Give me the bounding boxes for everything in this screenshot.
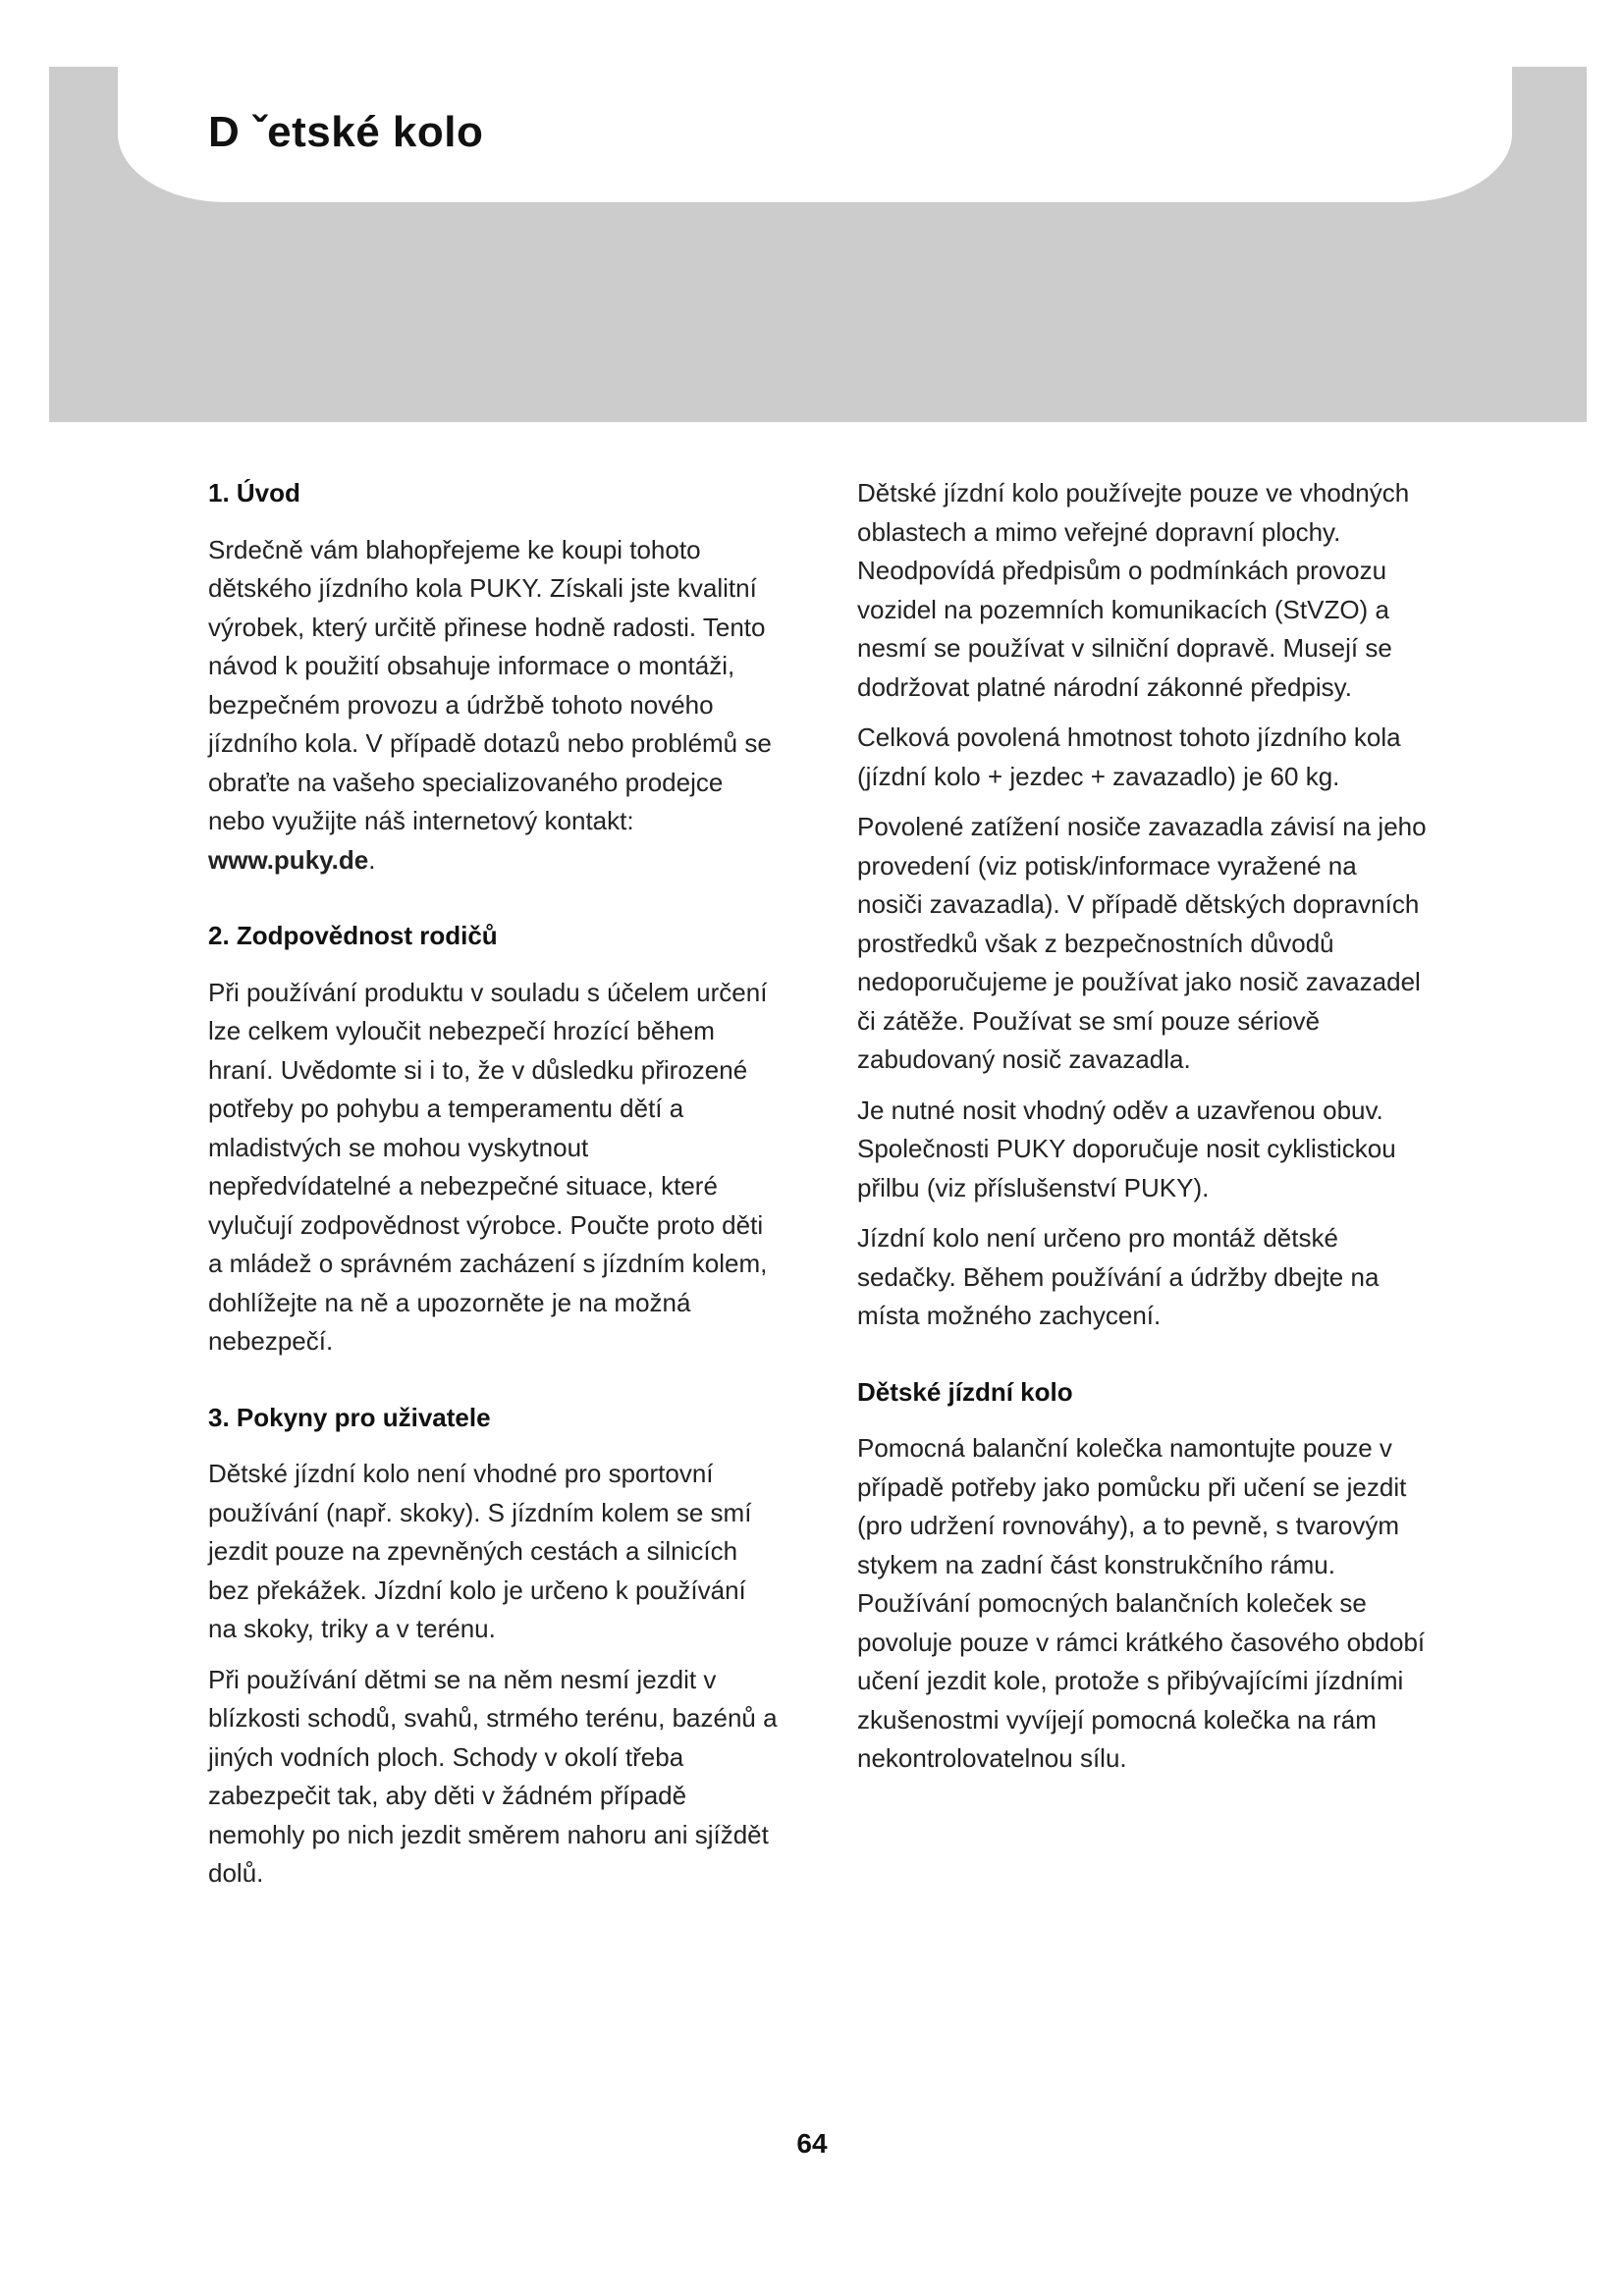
section-heading-parents: 2. Zodpovědnost rodičů: [208, 921, 498, 950]
luggage-carrier-paragraph: Povolené zatížení nosiče zavazadla závisí na jeho provedení (viz potisk/informace vyražené na nosiči zavazadla). V případě dětských dopravních prostředků však z bezpečnostních důvodů nedoporučujeme je používat jako nosič zavazadel či zátěže. Používat se smí pouze sériově zabudovaný nosič zavazadla.: [857, 812, 1427, 1074]
right-column: [857, 474, 1427, 1790]
left-column: [208, 474, 778, 1905]
section-heading-kids-bike: Dětské jízdní kolo: [857, 1376, 1073, 1407]
clothing-paragraph: Je nutné nosit vhodný oděv a uzavřenou obuv. Společnosti PUKY doporučuje nosit cyklistickou přilbu (viz příslušenství PUKY).: [857, 1095, 1396, 1202]
intro-paragraph: [208, 531, 778, 881]
users-paragraph-1: Dětské jízdní kolo není vhodné pro sportovní používání (např. skoky). S jízdním kolem se smí jezdit pouze na zpevněných cestách a silnicích bez překážek. Jízdní kolo je určeno k používání na skoky, triky a v terénu.: [208, 1459, 752, 1643]
max-weight-paragraph: Celková povolená hmotnost tohoto jízdního kola (jízdní kolo + jezdec + zavazadlo) je 60 kg.: [857, 722, 1401, 791]
usage-area-paragraph: Dětské jízdní kolo používejte pouze ve vhodných oblastech a mimo veřejné dopravní plochy. Neodpovídá předpisům o podmínkách provozu vozidel na pozemních komunikacích (StVZO) a nesmí se používat v silniční dopravě. Musejí se dodržovat platné národní zákonné předpisy.: [857, 478, 1410, 702]
intro-text: Srdečně vám blahopřejeme ke koupi tohoto dětského jízdního kola PUKY. Získali jste kvalitní výrobek, který určitě přinese hodně radosti. Tento návod k použití obsahuje informace o montáži, bezpečném provozu a údržbě tohoto nového jízdního kola. V případě dotazů nebo problémů se obraťte na vašeho specializovaného prodejce nebo využijte náš internetový kontakt:: [208, 534, 772, 835]
section-heading-intro: 1. Úvod: [208, 478, 300, 507]
website-link[interactable]: www.puky.de: [208, 844, 369, 875]
page-number: 64: [796, 2128, 828, 2159]
parents-paragraph: Při používání produktu v souladu s účelem určení lze celkem vyloučit nebezpečí hrozící během hraní. Uvědomte si i to, že v důsledku přirozené potřeby po pohybu a temperamentu dětí a mladistvých se mohou vyskytnout nepředvídatelné a nebezpečné situace, které vylučují zodpovědnost výrobce. Poučte proto děti a mládež o správném zacházení s jízdním kolem, dohlížejte na ně a upozorněte je na možná nebezpečí.: [208, 977, 768, 1356]
child-seat-paragraph: Jízdní kolo není určeno pro montáž dětské sedačky. Během používání a údržby dbejte na místa možného zachycení.: [857, 1223, 1380, 1330]
training-wheels-paragraph: Pomocná balanční kolečka namontujte pouze v případě potřeby jako pomůcku při učení se jezdit (pro udržení rovnováhy), a to pevně, s tvarovým stykem na zadní část konstrukčního rámu. Používání pomocných balančních koleček se povoluje pouze v rámci krátkého časového období učení jezdit kole, protože s přibývajícími jízdními zkušenostmi vyvíjejí pomocná kolečka na rám nekontrolovatelnou sílu.: [857, 1433, 1426, 1773]
section-heading-users: 3. Pokyny pro uživatele: [208, 1402, 491, 1432]
page-title: D ˇetské kolo: [208, 108, 484, 156]
intro-period: .: [368, 844, 376, 875]
users-paragraph-2: Při používání dětmi se na něm nesmí jezdit v blízkosti schodů, svahů, strmého terénu, bazénů a jiných vodních ploch. Schody v okolí třeba zabezpečit tak, aby děti v žádném případě nemohly po nich jezdit směrem nahoru ani sjíždět dolů.: [208, 1664, 778, 1888]
